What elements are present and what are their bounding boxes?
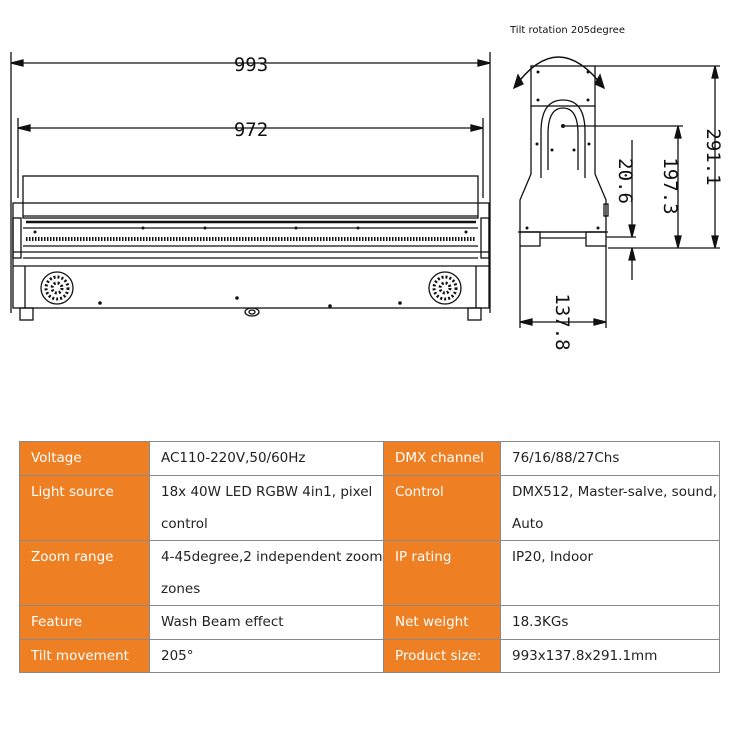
dim-offset: 20.6 (614, 158, 636, 204)
table-row (20, 606, 720, 640)
spec-value: DMX512, Master-salve, sound, Auto (501, 476, 720, 541)
spec-table (19, 441, 720, 673)
tilt-rotation-label: Tilt rotation 205degree (510, 25, 625, 36)
spec-label: Zoom range (20, 541, 150, 606)
dim-height-total: 291.1 (702, 128, 724, 186)
spec-value: 993x137.8x291.1mm (501, 640, 720, 673)
front-view (11, 52, 490, 320)
table-row (20, 640, 720, 673)
table-row (20, 541, 720, 606)
dim-depth: 137.8 (551, 293, 573, 351)
spec-value: AC110-220V,50/60Hz (150, 442, 384, 476)
spec-label: Control (384, 476, 501, 541)
spec-value: 76/16/88/27Chs (501, 442, 720, 476)
spec-value: 205° (150, 640, 384, 673)
table-row (20, 476, 720, 541)
spec-value: 4-45degree,2 independent zoom zones (150, 541, 384, 606)
spec-label: Net weight (384, 606, 501, 640)
dim-overall-length: 993 (233, 54, 269, 76)
spec-label: Voltage (20, 442, 150, 476)
dim-height-mid: 197.3 (659, 157, 681, 215)
spec-label: Product size: (384, 640, 501, 673)
spec-value: IP20, Indoor (501, 541, 720, 606)
spec-label: DMX channel (384, 442, 501, 476)
spec-label: IP rating (384, 541, 501, 606)
table-row (20, 442, 720, 476)
spec-value: Wash Beam effect (150, 606, 384, 640)
side-view (509, 25, 724, 351)
spec-label: Light source (20, 476, 150, 541)
spec-value: 18x 40W LED RGBW 4in1, pixel control (150, 476, 384, 541)
spec-label: Tilt movement (20, 640, 150, 673)
spec-label: Feature (20, 606, 150, 640)
spec-value: 18.3KGs (501, 606, 720, 640)
dim-inner-length: 972 (233, 119, 269, 141)
